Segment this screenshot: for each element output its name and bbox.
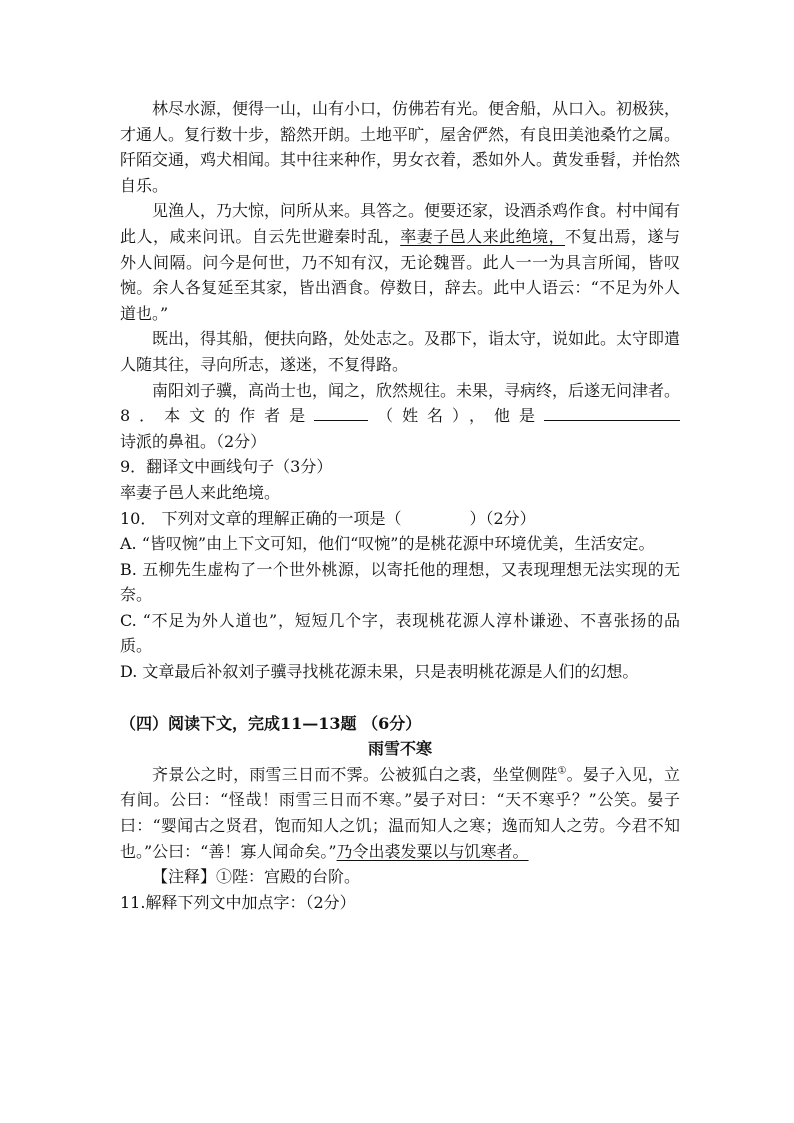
question-9-title: 9．翻译文中画线句子（3分）	[120, 457, 333, 477]
article-title: 雨雪不寒	[367, 739, 432, 759]
answer-blank-school[interactable]	[544, 403, 680, 421]
passage-paragraph-1: 林尽水源，便得一山，山有小口，仿佛若有光。便舍船，从口入。初极狭，才通人。复行数十步，豁然开朗。土地平旷，屋舍俨然，有良田美池桑竹之属。阡陌交通，鸡犬相闻。其中往来种作，男女衣着，悉如外人。黄发垂髫，并怡然自乐。	[120, 99, 681, 195]
answer-blank-name[interactable]	[314, 403, 368, 421]
question-text: ）（2分）	[469, 508, 536, 528]
question-text: 诗派的鼻祖。（2分）	[120, 431, 267, 451]
article-text: 。晏子入见，立有间。公曰：“怪哉！雨雪三日而不寒。”晏子对曰：“天不寒乎？”公笑。晏子曰：“婴闻古之贤君，饱而知人之饥；温而知人之寒；逸而知人之劳。今君不知也。”公曰：“善！寡人闻命矣。”	[120, 764, 680, 861]
question-text: 10． 下列对文章的理解正确的一项是（	[120, 508, 402, 528]
question-11-title: 11.解释下列文中加点字：（2分）	[120, 892, 356, 912]
passage-text: 见渔人，乃大惊，问所从来。具答之。便要还家，设酒杀鸡作食。村中闻有此人，咸来问讯。自云先世避秦时乱，	[120, 201, 681, 246]
article-paragraph	[120, 762, 680, 864]
section-4-heading: （四）阅读下文，完成11—13题 （6分）	[120, 713, 422, 733]
article-text: 齐景公之时，雨雪三日而不霁。公被狐白之裘，坐堂侧陛	[152, 764, 558, 784]
question-9-sentence: 率妻子邑人来此绝境。	[120, 482, 281, 502]
passage-paragraph-3: 既出，得其船，便扶向路，处处志之。及郡下，诣太守，说如此。太守即遣人随其往，寻向所志，遂迷，不复得路。	[120, 329, 681, 374]
footnote-marker: ①	[557, 765, 567, 777]
footnote: 【注释】①陛：宫殿的台阶。	[152, 867, 361, 887]
passage-text: 不复出焉，遂与外人间隔。问今是何世，乃不知有汉，无论魏晋。此人一一为具言所闻，皆叹惋。余人各复延至其家，皆出酒食。停数日，辞去。此中人语云：“不足为外人道也。”	[120, 226, 680, 323]
underlined-sentence: 乃令出裘发粟以与饥寒者。	[336, 841, 529, 861]
question-text: 8．本文的作者是	[120, 406, 315, 426]
passage-paragraph-4: 南阳刘子骥，高尚士也，闻之，欣然规往。未果，寻病终，后遂无问津者。	[152, 380, 681, 400]
underlined-sentence: 率妻子邑人来此绝境，	[400, 226, 566, 246]
option-b: B. 五柳先生虚构了一个世外桃源，以寄托他的理想，又表现理想无法实现的无奈。	[120, 559, 680, 605]
option-d: D. 文章最后补叙刘子骥寻找桃花源未果，只是表明桃花源是人们的幻想。	[120, 662, 639, 682]
option-c: C. “不足为外人道也”，短短几个字，表现桃花源人淳朴谦逊、不喜张扬的品质。	[120, 610, 680, 656]
question-10-title	[120, 506, 680, 532]
exam-page	[120, 96, 680, 915]
question-text: （姓名），他是	[368, 406, 544, 426]
option-a: A. “皆叹惋”由上下文可知，他们“叹惋”的是桃花源中环境优美，生活安定。	[120, 534, 655, 554]
question-8	[120, 403, 680, 454]
passage-paragraph-2	[120, 198, 680, 326]
